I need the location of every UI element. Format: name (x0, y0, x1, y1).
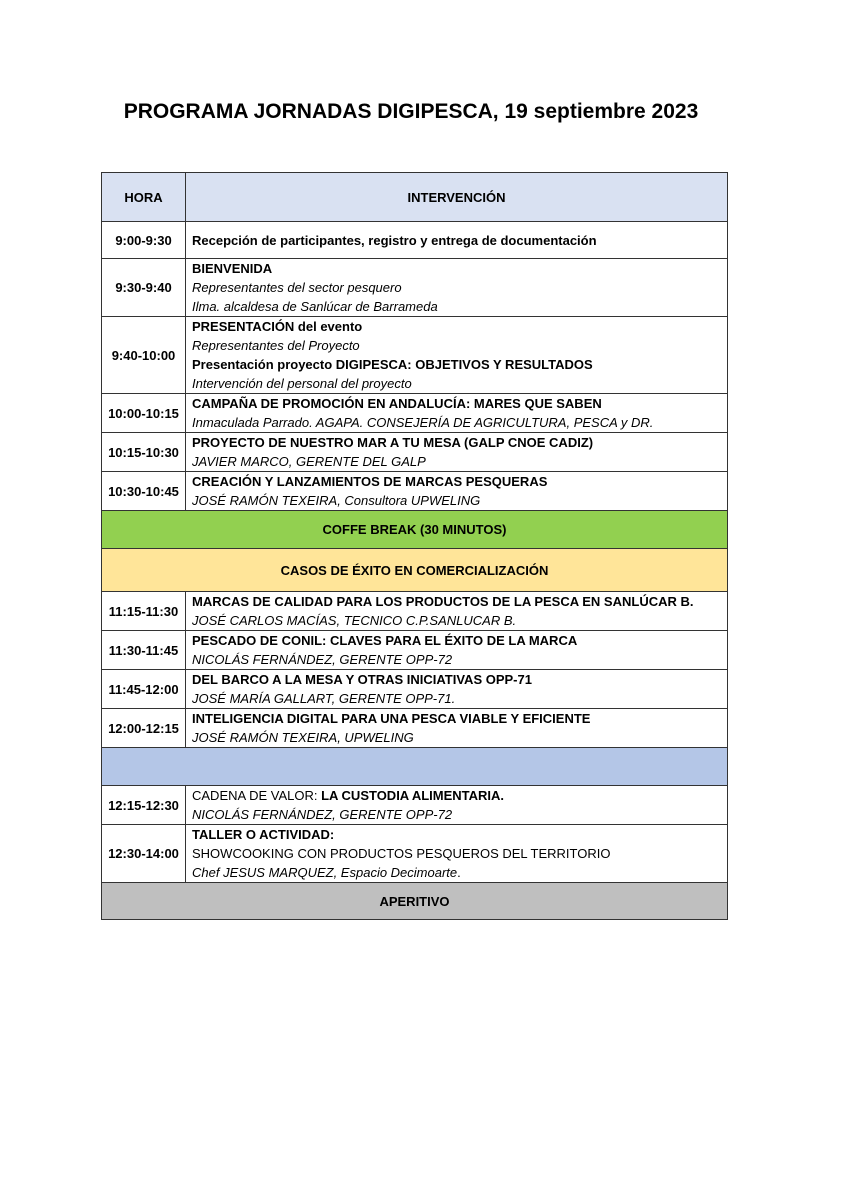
blank-separator-cell (102, 748, 728, 786)
description-line (192, 336, 721, 355)
description-line (192, 592, 721, 611)
session-description (186, 670, 728, 709)
description-line (192, 805, 721, 824)
description-line (192, 825, 721, 844)
session-time: 9:00-9:30 (102, 222, 186, 259)
description-line (192, 863, 721, 882)
success-cases-sessions (102, 592, 728, 748)
session-speaker: JOSÉ CARLOS MACÍAS, TECNICO C.P.SANLUCAR B. (192, 613, 517, 628)
session-description (186, 317, 728, 394)
session-text: SHOWCOOKING CON PRODUCTOS PESQUEROS DEL TERRITORIO (192, 846, 611, 861)
session-time: 10:15-10:30 (102, 433, 186, 472)
description-line (192, 786, 721, 805)
session-speaker: Inmaculada Parrado. AGAPA. CONSEJERÍA DE AGRICULTURA, PESCA y DR. (192, 415, 654, 430)
description-line (192, 374, 721, 393)
session-row (102, 394, 728, 433)
session-speaker: JAVIER MARCO, GERENTE DEL GALP (192, 454, 426, 469)
session-description (186, 222, 728, 259)
description-line (192, 278, 721, 297)
session-speaker: JOSÉ RAMÓN TEXEIRA, UPWELING (192, 730, 414, 745)
session-row (102, 786, 728, 825)
description-line (192, 317, 721, 336)
header-time: HORA (102, 173, 186, 222)
closing-row (102, 883, 728, 920)
session-text: . (457, 865, 461, 880)
session-time: 11:30-11:45 (102, 631, 186, 670)
description-line (192, 670, 721, 689)
coffee-break-row (102, 511, 728, 549)
closing-label: APERITIVO (102, 883, 728, 920)
session-row (102, 472, 728, 511)
header-intervention: INTERVENCIÓN (186, 173, 728, 222)
description-line (192, 394, 721, 413)
session-row (102, 259, 728, 317)
description-line (192, 689, 721, 708)
session-time: 11:45-12:00 (102, 670, 186, 709)
session-speaker: Representantes del sector pesquero (192, 280, 402, 295)
description-line (192, 491, 721, 510)
session-speaker: Intervención del personal del proyecto (192, 376, 412, 391)
session-time: 10:30-10:45 (102, 472, 186, 511)
session-row (102, 670, 728, 709)
session-time: 11:15-11:30 (102, 592, 186, 631)
session-time: 12:00-12:15 (102, 709, 186, 748)
description-line (192, 611, 721, 630)
session-row (102, 592, 728, 631)
session-speaker: NICOLÁS FERNÁNDEZ, GERENTE OPP-72 (192, 807, 453, 822)
session-row (102, 631, 728, 670)
description-line (192, 231, 721, 250)
description-line (192, 433, 721, 452)
session-description (186, 631, 728, 670)
session-time: 10:00-10:15 (102, 394, 186, 433)
description-line (192, 297, 721, 316)
session-description (186, 472, 728, 511)
session-heading: CREACIÓN Y LANZAMIENTOS DE MARCAS PESQUERAS (192, 474, 548, 489)
session-heading: PRESENTACIÓN del evento (192, 319, 363, 334)
description-line (192, 413, 721, 432)
session-row (102, 825, 728, 883)
session-text: CADENA DE VALOR: (192, 788, 322, 803)
session-heading: DEL BARCO A LA MESA Y OTRAS INICIATIVAS OPP-71 (192, 672, 532, 687)
coffee-break-label: COFFE BREAK (30 MINUTOS) (102, 511, 728, 549)
section-title: CASOS DE ÉXITO EN COMERCIALIZACIÓN (102, 549, 728, 592)
description-line (192, 452, 721, 471)
session-speaker: JOSÉ MARÍA GALLART, GERENTE OPP-71. (192, 691, 456, 706)
session-row (102, 433, 728, 472)
session-description (186, 709, 728, 748)
description-line (192, 472, 721, 491)
document-title: PROGRAMA JORNADAS DIGIPESCA, 19 septiembre 2023 (123, 100, 699, 123)
session-speaker: NICOLÁS FERNÁNDEZ, GERENTE OPP-72 (192, 652, 453, 667)
description-line (192, 650, 721, 669)
session-description (186, 786, 728, 825)
session-heading: PROYECTO DE NUESTRO MAR A TU MESA (GALP CNOE CADIZ) (192, 435, 594, 450)
description-line (192, 709, 721, 728)
description-line (192, 728, 721, 747)
session-heading: PESCADO DE CONIL: CLAVES PARA EL ÉXITO DE LA MARCA (192, 633, 578, 648)
session-time: 12:15-12:30 (102, 786, 186, 825)
session-speaker: Representantes del Proyecto (192, 338, 360, 353)
session-heading: CAMPAÑA DE PROMOCIÓN EN ANDALUCÍA: MARES QUE SABEN (192, 396, 602, 411)
description-line (192, 355, 721, 374)
session-description (186, 259, 728, 317)
session-time: 9:40-10:00 (102, 317, 186, 394)
session-heading: Recepción de participantes, registro y entrega de documentación (192, 232, 597, 248)
session-heading: MARCAS DE CALIDAD PARA LOS PRODUCTOS DE LA PESCA EN SANLÚCAR B. (192, 594, 694, 609)
session-speaker: Chef JESUS MARQUEZ, Espacio Decimoarte (192, 865, 458, 880)
morning-sessions (102, 222, 728, 511)
session-description (186, 825, 728, 883)
section-row (102, 549, 728, 592)
session-heading: Presentación proyecto DIGIPESCA: OBJETIVOS Y RESULTADOS (192, 357, 593, 372)
session-speaker: JOSÉ RAMÓN TEXEIRA, Consultora UPWELING (192, 493, 481, 508)
session-description (186, 592, 728, 631)
closing-sessions (102, 786, 728, 883)
schedule-table (101, 172, 728, 920)
blank-separator-row (102, 748, 728, 786)
session-heading: LA CUSTODIA ALIMENTARIA. (321, 788, 505, 803)
description-line (192, 844, 721, 863)
session-heading: TALLER O ACTIVIDAD: (192, 827, 335, 842)
session-time: 9:30-9:40 (102, 259, 186, 317)
session-row (102, 222, 728, 259)
session-time: 12:30-14:00 (102, 825, 186, 883)
session-description (186, 433, 728, 472)
description-line (192, 259, 721, 278)
description-line (192, 631, 721, 650)
session-speaker: Ilma. alcaldesa de Sanlúcar de Barrameda (192, 299, 438, 314)
header-row (102, 173, 728, 222)
session-row (102, 709, 728, 748)
session-heading: BIENVENIDA (192, 261, 273, 276)
session-description (186, 394, 728, 433)
session-row (102, 317, 728, 394)
session-heading: INTELIGENCIA DIGITAL PARA UNA PESCA VIABLE Y EFICIENTE (192, 711, 591, 726)
